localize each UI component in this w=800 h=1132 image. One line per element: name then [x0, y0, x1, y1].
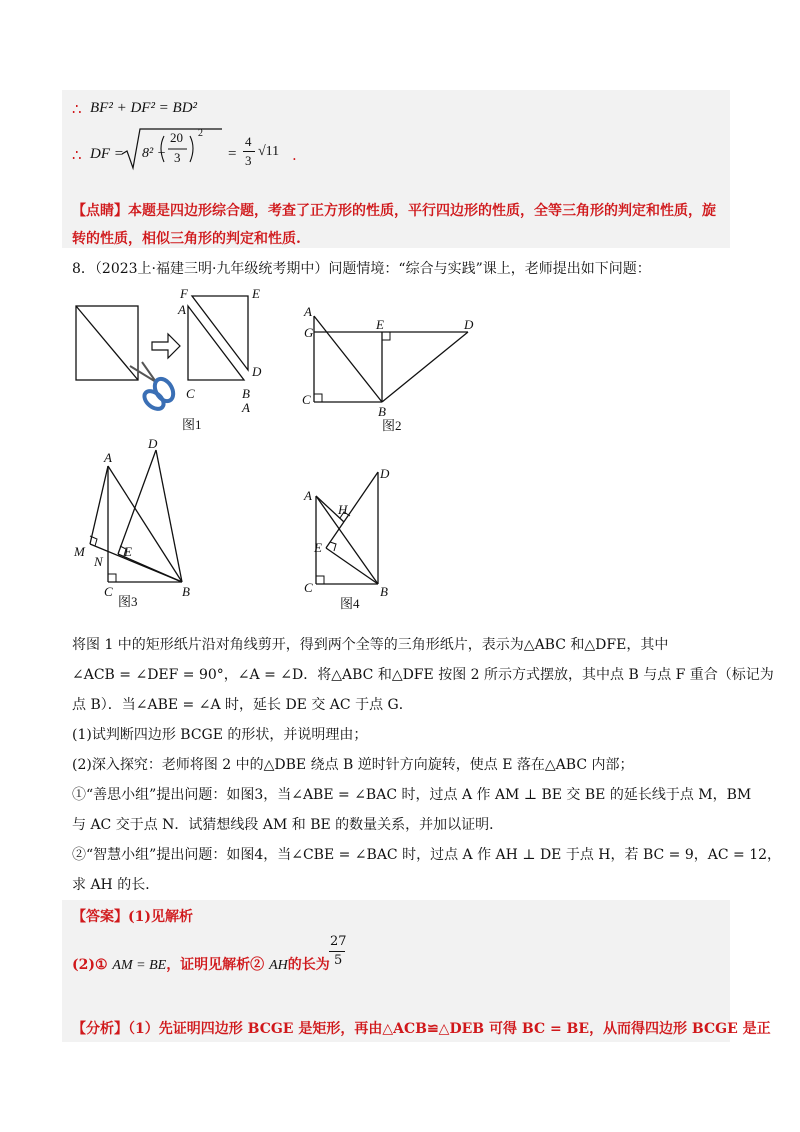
fig3-label-d: D — [148, 436, 158, 451]
question-2a-line-1: ①“善思小组”提出问题：如图3，当∠ABE = ∠BAC 时，过点 A 作 AM ⊥ BE 交 BE 的延长线于点 M，BM — [72, 787, 752, 803]
answer-line-1 — [72, 906, 193, 926]
fig3-caption: 图3 — [118, 594, 138, 608]
result-sqrt11: √11 — [258, 144, 280, 159]
fig1-label-a: A — [178, 302, 186, 317]
result-numerator: 4 — [245, 134, 252, 149]
fig4-caption: 图4 — [340, 596, 360, 611]
answer-ah: AH — [269, 958, 288, 973]
fig2-label-c: C — [302, 392, 311, 407]
fig2-label-e: E — [376, 317, 384, 332]
answer-part-1: (1)见解析 — [128, 909, 193, 925]
question-2b-line-2: 求 AH 的长． — [72, 877, 160, 893]
question-2a-line-2: 与 AC 交于点 N．试猜想线段 AM 和 BE 的数量关系，并加以证明． — [72, 817, 504, 833]
analysis-line-1 — [72, 1018, 771, 1038]
question-1: (1)试判断四边形 BCGE 的形状，并说明理由； — [72, 727, 368, 743]
fig2-caption: 图2 — [382, 418, 402, 433]
problem-paragraph-1: 将图 1 中的矩形纸片沿对角线剪开，得到两个全等的三角形纸片，表示为△ABC 和△DFE，其中 — [72, 637, 669, 653]
fig1-label-c: C — [186, 386, 195, 401]
frac-numerator: 20 — [170, 130, 183, 145]
figure-3 — [66, 432, 206, 608]
answer-label: 【答案】 — [72, 909, 128, 925]
answer-frac-denominator: 5 — [334, 953, 343, 968]
result-denominator: 3 — [245, 153, 252, 168]
answer-am-be: AM = BE — [112, 958, 167, 973]
fig3-label-m: M — [74, 544, 85, 559]
dianjing-text-1: 本题是四边形综合题，考查了正方形的性质，平行四边形的性质，全等三角形的判定和性质，旋 — [128, 203, 716, 219]
fig1-label-e: E — [252, 286, 260, 301]
fig2-label-g: G — [304, 325, 314, 340]
fig2-label-a: A — [304, 304, 312, 319]
analysis-text: （1）先证明四边形 BCGE 是矩形，再由△ACB≌△DEB 可得 BC = BE，从而得四边形 BCGE 是正 — [128, 1021, 771, 1037]
figure-4 — [300, 462, 410, 612]
fig1-label-b: B — [242, 386, 250, 401]
figure-2 — [296, 296, 496, 436]
fig3-label-e: E — [124, 544, 132, 559]
fig3-label-n: N — [94, 554, 103, 569]
answer-frac-bar — [329, 951, 345, 952]
problem-header: 8．（2023上·福建三明·九年级统考期中）问题情境：“综合与实践”课上，老师提出如下问题： — [72, 261, 651, 277]
problem-paragraph-2: ∠ACB = ∠DEF = 90°，∠A = ∠D．将△ABC 和△DFE 按图 2 所示方式摆放，其中点 B 与点 F 重合（标记为 — [72, 667, 774, 683]
arrow-right-icon — [152, 334, 180, 358]
fig1-label-f: F — [180, 286, 188, 301]
fig4-label-b: B — [380, 584, 388, 599]
radical-part-a: 8² − — [142, 146, 167, 161]
equation-df-lhs: DF = — [90, 146, 124, 162]
fig4-label-a: A — [304, 488, 312, 503]
fig1-label-d: D — [252, 364, 262, 379]
dianjing-line-1 — [72, 200, 716, 220]
scissors-icon — [130, 362, 177, 412]
fig4-label-d: D — [380, 466, 390, 481]
question-2b-line-1: ②“智慧小组”提出问题：如图4，当∠CBE = ∠BAC 时，过点 A 作 AH ⊥ DE 于点 H，若 BC = 9，AC = 12， — [72, 847, 782, 863]
fig3-label-a: A — [104, 450, 112, 465]
answer-part-2-mid: ，证明见解析② — [166, 957, 265, 973]
fig2-label-b: B — [378, 404, 386, 419]
answer-part-2-prefix: (2)① — [72, 957, 108, 973]
therefore-symbol: ∴ — [72, 100, 82, 118]
fig4-label-e: E — [314, 540, 322, 555]
exponent-2: 2 — [198, 128, 203, 139]
fig4-label-c: C — [304, 580, 313, 595]
equals-sign: = — [228, 146, 237, 162]
figure-1 — [72, 284, 292, 434]
problem-paragraph-3: 点 B）．当∠ABE = ∠A 时，延长 DE 交 AC 于点 G． — [72, 697, 413, 713]
fig2-label-d: D — [464, 317, 474, 332]
analysis-label: 【分析】 — [72, 1021, 128, 1037]
dianjing-line-2: 转的性质，相似三角形的判定和性质. — [72, 231, 301, 247]
result-fraction-bar — [243, 151, 255, 152]
equation-period: . — [292, 146, 297, 164]
question-2: (2)深入探究：老师将图 2 中的△DBE 绕点 B 逆时针方向旋转，使点 E 落在△ABC 内部； — [72, 757, 634, 773]
therefore-symbol-2: ∴ — [72, 146, 82, 164]
fig1-caption: 图1 — [182, 417, 202, 432]
equation-bf-df-bd: BF² + DF² = BD² — [90, 100, 198, 116]
fig1-label-a2: A — [242, 400, 250, 415]
fig3-label-b: B — [182, 584, 190, 599]
fig3-label-c: C — [104, 584, 113, 599]
fig4-label-h: H — [338, 502, 348, 517]
answer-part-2-suffix: 的长为 — [287, 957, 330, 973]
answer-frac-numerator: 27 — [330, 934, 347, 949]
answer-line-2 — [72, 954, 330, 974]
dianjing-label: 【点睛】 — [72, 203, 128, 219]
frac-denominator: 3 — [174, 150, 181, 165]
